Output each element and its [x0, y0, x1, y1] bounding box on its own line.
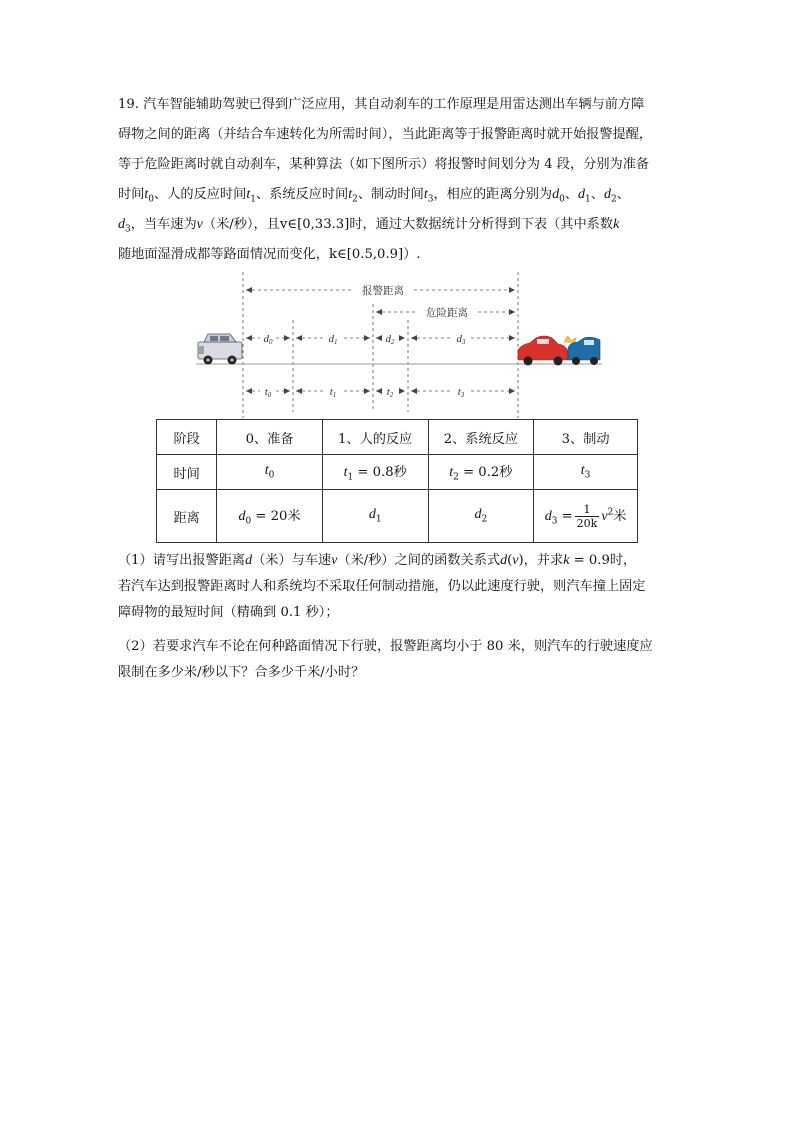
table-cell-t1: $t_1 = 0.8$秒 [322, 455, 428, 490]
table-cell-d2: $d_2$ [428, 490, 534, 543]
problem-line-3: 等于危险距离时就自动刹车，某种算法（如下图所示）将报警时间划分为 4 段，分别为准备 [118, 157, 650, 172]
label-t0: t0 [264, 386, 272, 399]
problem-statement [118, 90, 678, 270]
problem-line-6: 随地面湿滑成都等路面情况而变化，k∈[0.5,0.9]）. [118, 247, 421, 262]
table-cell-d0: $d_0 = 20$米 [217, 490, 323, 543]
alarm-distance-label: 报警距离 [362, 285, 404, 297]
table-cell: 0、准备 [217, 420, 323, 455]
problem-line-5: $d_3$，当车速为v（米/秒），且v∈[0,33.3]时，通过大数据统计分析得到下表（其中系数k [118, 217, 620, 235]
table-cell: 2、系统反应 [428, 420, 534, 455]
question-1-line-3: 障碍物的最短时间（精确到 0.1 秒）； [118, 605, 339, 620]
problem-line-2: 碍物之间的距离（并结合车速转化为所需时间），当此距离等于报警距离时就开始报警提醒， [118, 127, 653, 142]
table-cell-t3: $t_3$ [534, 455, 638, 490]
question-1-line-1: （1）请写出报警距离d（米）与车速v（米/秒）之间的函数关系式d(v)，并求k = 0.9时， [118, 553, 637, 568]
label-d0: d0 [263, 333, 273, 346]
danger-distance-label: 危险距离 [426, 307, 468, 319]
stage-table [156, 419, 638, 543]
table-cell-t2: $t_2 = 0.2$秒 [428, 455, 534, 490]
question-2-line-2: 限制在多少米/秒以下？合多少千米/小时？ [118, 665, 365, 680]
table-cell: 阶段 [157, 420, 217, 455]
problem-line-1: 19. 汽车智能辅助驾驶已得到广泛应用，其自动刹车的工作原理是用雷达测出车辆与前方障 [118, 97, 645, 112]
label-d1: d1 [328, 333, 338, 346]
problem-line-4: 时间$t_0$、人的反应时间$t_1$、系统反应时间$t_2$、制动时间$t_3$，相应的距离分别为$d_0$、$d_1$、$d_2$、 [118, 187, 630, 205]
table-header-row [157, 420, 638, 455]
table-cell-t0: $t_0$ [217, 455, 323, 490]
label-d2: d2 [385, 333, 395, 346]
label-t3: t3 [457, 386, 465, 399]
table-row-distance [157, 490, 638, 543]
question-1-line-2: 若汽车达到报警距离时人和系统均不采取任何制动措施，仍以此速度行驶，则汽车撞上固定 [118, 579, 646, 594]
d3-fraction: $\frac{1}{20k}$ [576, 502, 598, 530]
label-t1: t1 [329, 386, 337, 399]
braking-diagram [196, 272, 602, 418]
table-cell: 时间 [157, 455, 217, 490]
table-cell: 1、人的反应 [322, 420, 428, 455]
question-1 [118, 548, 688, 626]
table-cell-d1: $d_1$ [322, 490, 428, 543]
crashed-cars-icon [518, 336, 600, 366]
question-2 [118, 634, 688, 686]
question-2-line-1: （2）若要求汽车不论在何种路面情况下行驶，报警距离均小于 80 米，则汽车的行驶速度应 [118, 639, 653, 654]
label-t2: t2 [386, 386, 394, 399]
table-cell: 距离 [157, 490, 217, 543]
suv-car-icon [198, 334, 242, 365]
table-cell-d3: $d_3$ = $\frac{1}{20k}$ $v^2$米 [534, 490, 638, 543]
table-row-time [157, 455, 638, 490]
label-d3: d3 [456, 333, 466, 346]
table-cell: 3、制动 [534, 420, 638, 455]
